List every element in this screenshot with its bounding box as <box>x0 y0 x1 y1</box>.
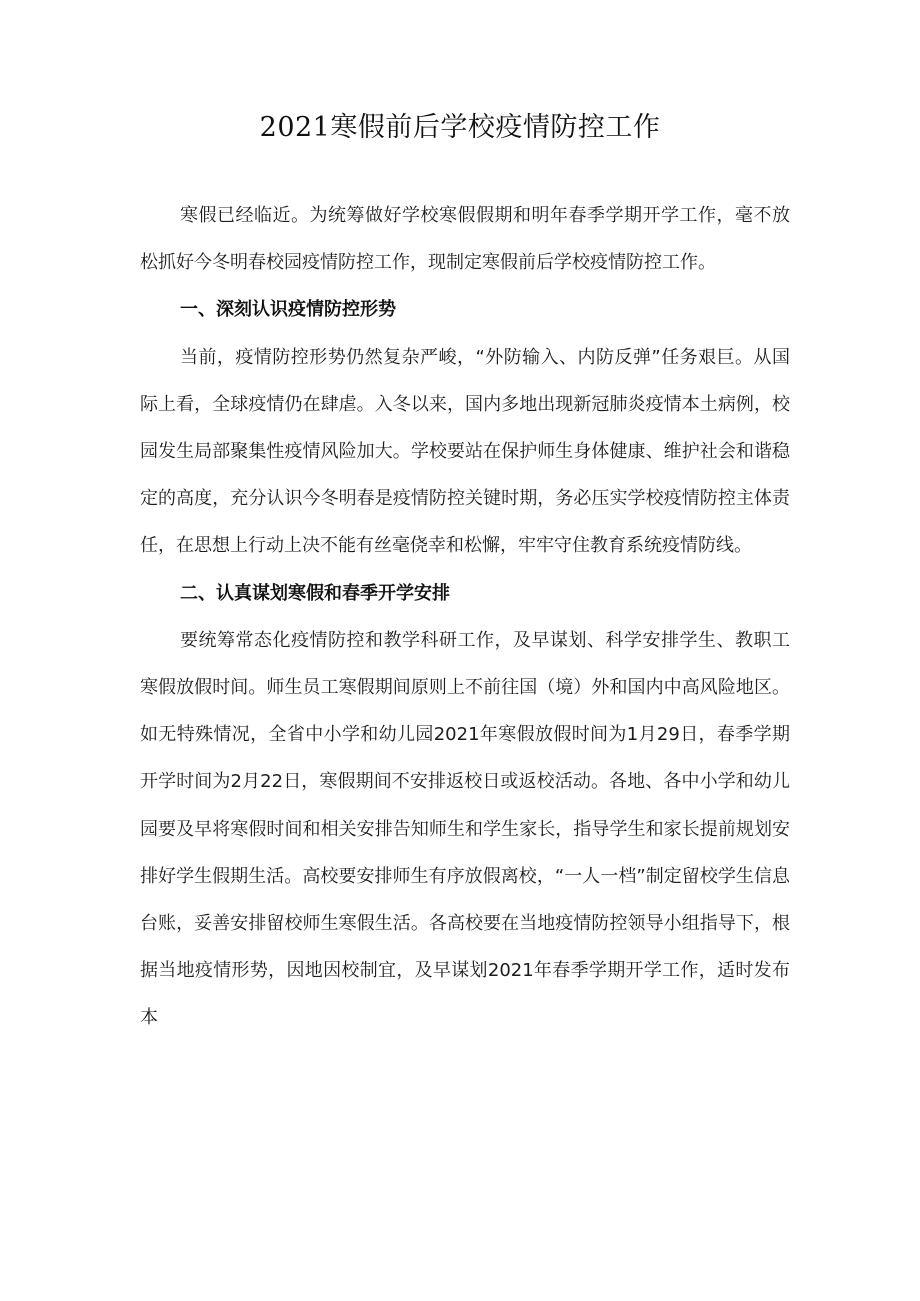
section-heading-1: 一、深刻认识疫情防控形势 <box>180 299 396 321</box>
intro-paragraph: 寒假已经临近。为统筹做好学校寒假假期和明年春季学期开学工作，毫不放松抓好今冬明春校园疫情防控工作，现制定寒假前后学校疫情防控工作。 <box>140 205 790 274</box>
document-body <box>140 192 790 1042</box>
section-paragraph-1: 当前，疫情防控形势仍然复杂严峻，“外防输入、内防反弹”任务艰巨。从国际上看，全球疫情仍在肆虐。入冬以来，国内多地出现新冠肺炎疫情本土病例，校园发生局部聚集性疫情风险加大。学校要站在保护师生身体健康、维护社会和谐稳定的高度，充分认识今冬明春是疫情防控关键时期，务必压实学校疫情防控主体责任，在思想上行动上决不能有丝毫侥幸和松懈，牢牢守住教育系统疫情防线。 <box>140 346 790 557</box>
document-title: 2021寒假前后学校疫情防控工作 <box>259 112 661 143</box>
section-heading-2: 二、认真谋划寒假和春季开学安排 <box>180 582 450 604</box>
section-paragraph-2: 要统筹常态化疫情防控和教学科研工作，及早谋划、科学安排学生、教职工寒假放假时间。师生员工寒假期间原则上不前往国（境）外和国内中高风险地区。如无特殊情况，全省中小学和幼儿园2021年寒假放假时间为1月29日，春季学期开学时间为2月22日，寒假期间不安排返校日或返校活动。各地、各中小学和幼儿园要及早将寒假时间和相关安排告知师生和学生家长，指导学生和家长提前规划安排好学生假期生活。高校要安排师生有序放假离校，“一人一档”制定留校学生信息台账，妥善安排留校师生寒假生活。各高校要在当地疫情防控领导小组指导下，根据当地疫情形势，因地因校制宜，及早谋划2021年春季学期开学工作，适时发布本 <box>140 629 790 1029</box>
